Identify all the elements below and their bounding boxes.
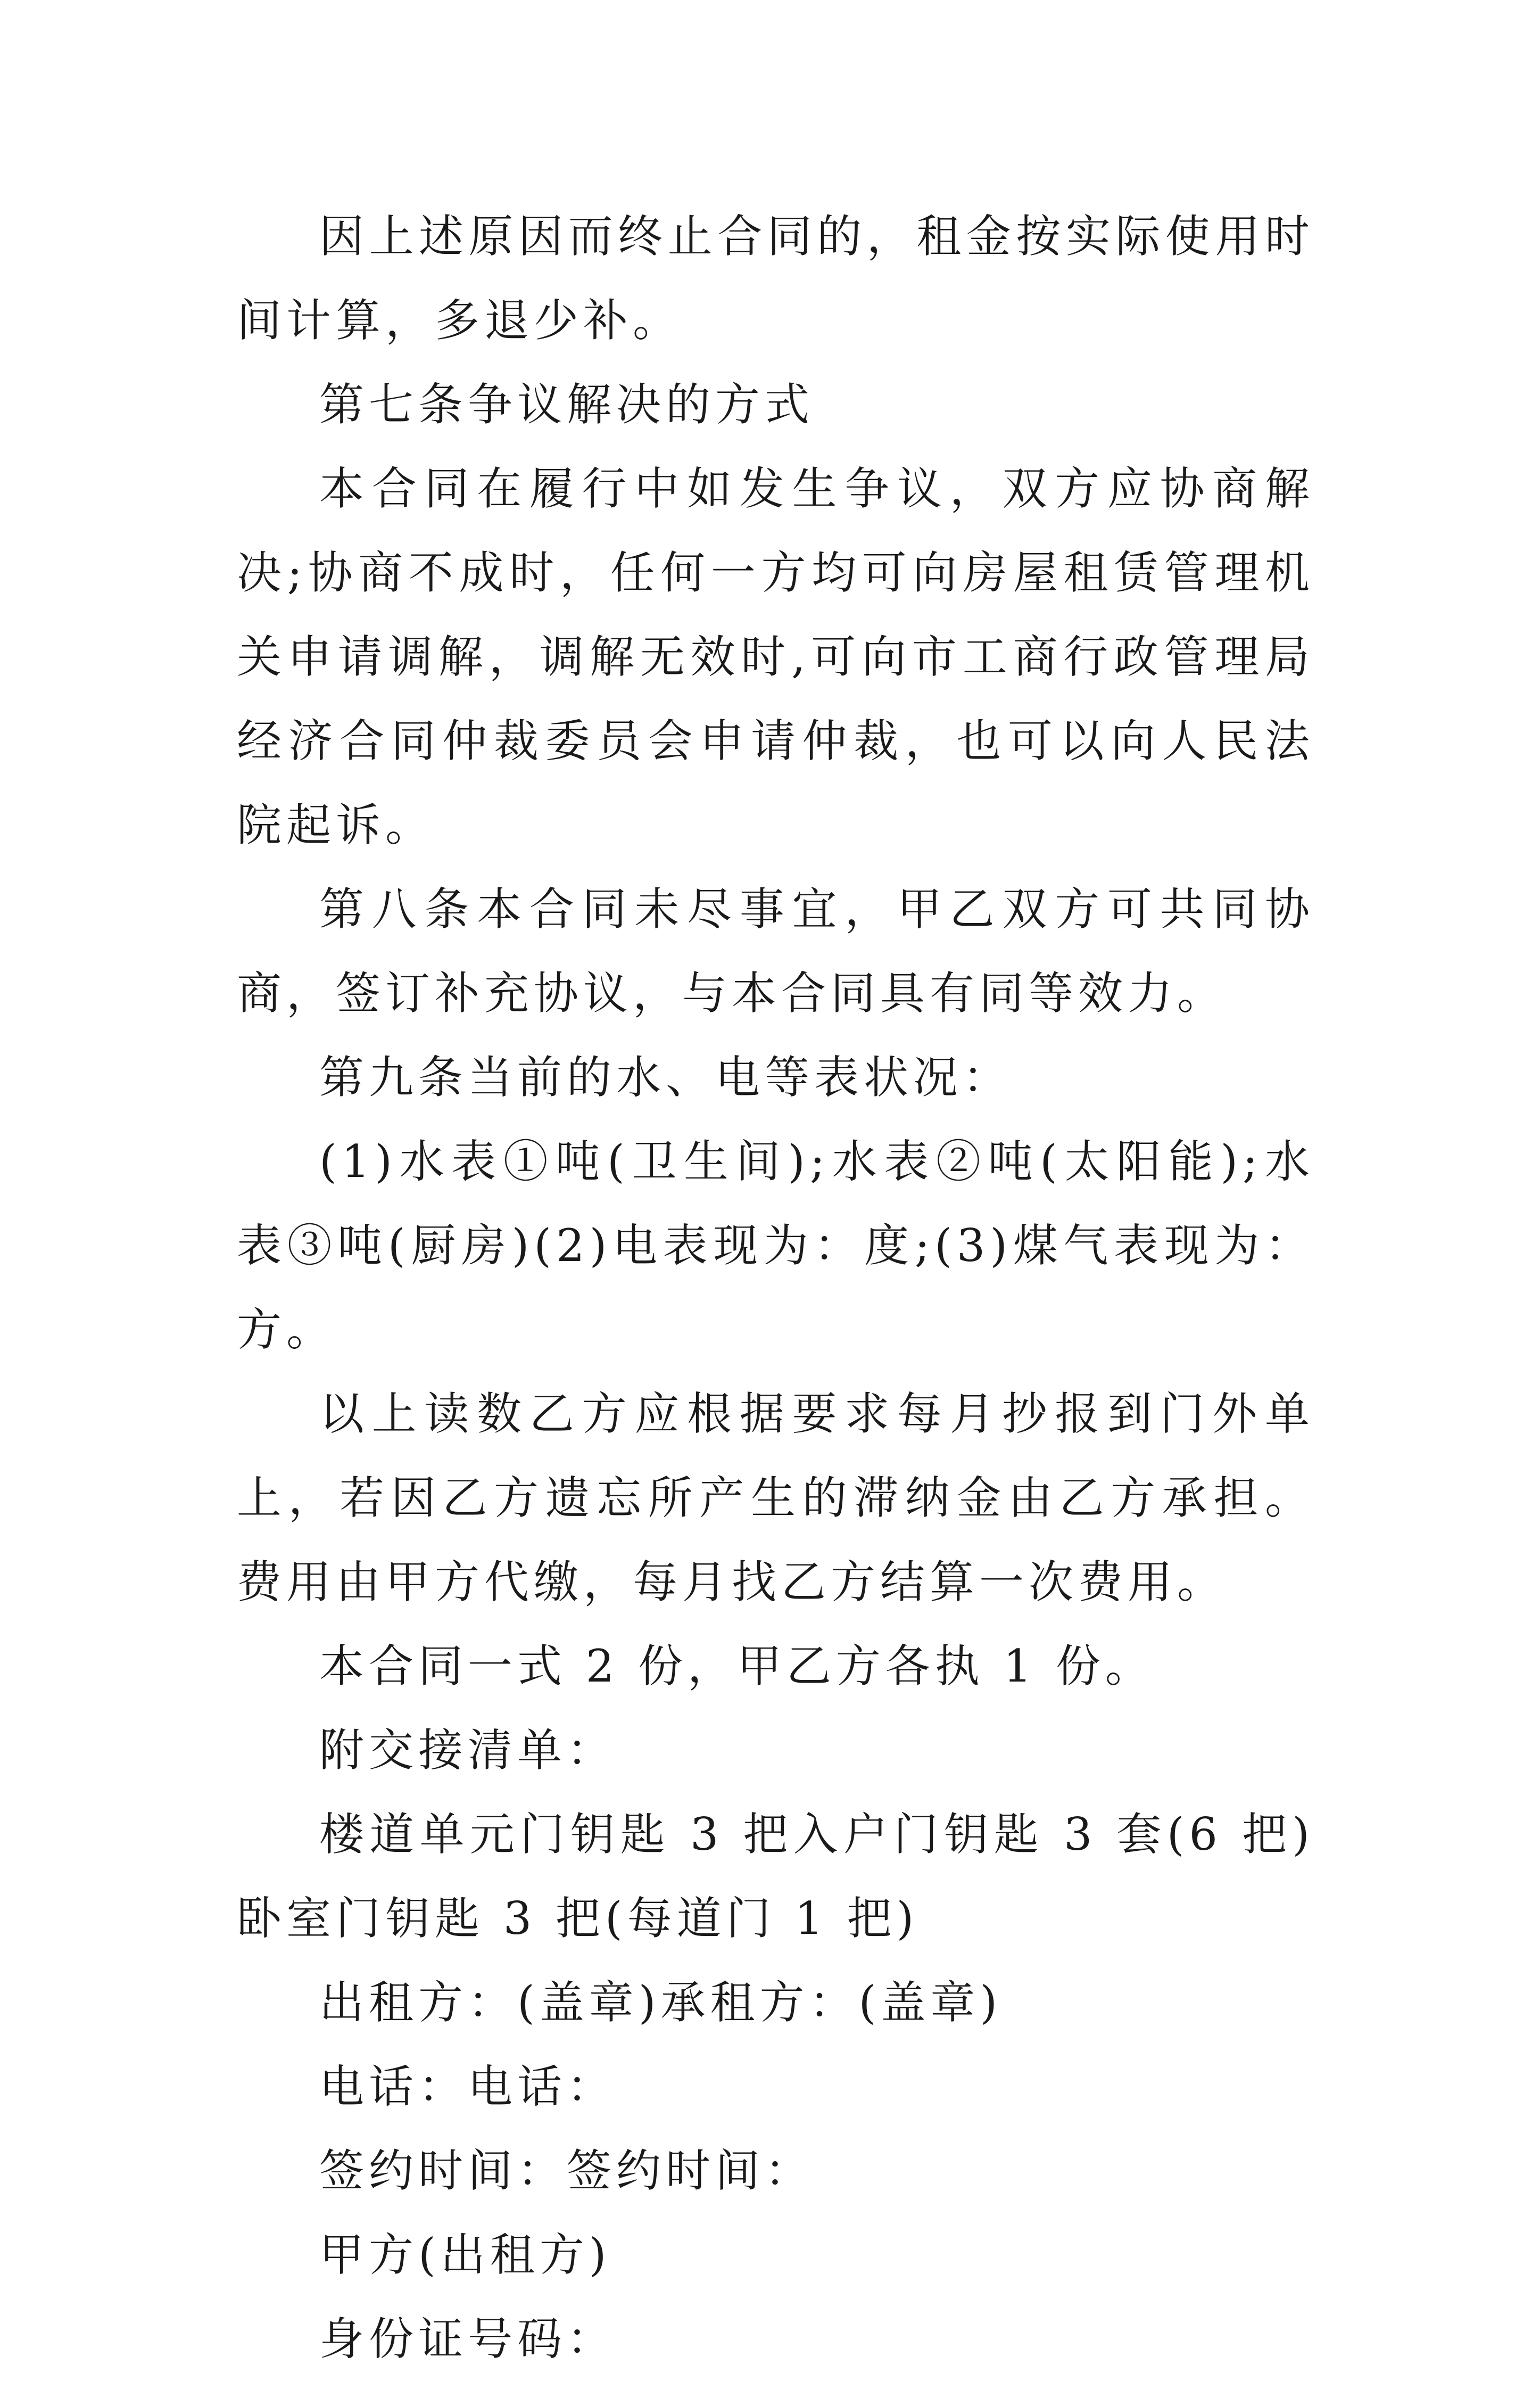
paragraph-party-a: 甲方(出租方) [319,2229,611,2281]
paragraph-copies: 本合同一式 2 份，甲乙方各执 1 份。 [319,1640,1155,1692]
paragraph-keys-list: 楼道单元门钥匙 3 把入户门钥匙 3 套(6 把)卧室门钥匙 3 把(每道门 1 把) [237,1808,1314,1945]
paragraph-phone: 电话：电话： [319,2061,617,2113]
document-body [237,194,1314,2381]
paragraph-meter-readings: (1)水表①吨(卫生间);水表②吨(太阳能);水表③吨(厨房)(2)电表现为：度;(3)煤气表现为：方。 [237,1135,1314,1356]
paragraph-parties-seal: 出租方：(盖章)承租方：(盖章) [319,1976,1003,2029]
paragraph-reading-reporting: 以上读数乙方应根据要求每月抄报到门外单上，若因乙方遗忘所产生的滞纳金由乙方承担。费用由甲方代缴，每月找乙方结算一次费用。 [237,1388,1314,1608]
paragraph-article-7-heading: 第七条争议解决的方式 [319,378,815,431]
paragraph-article-9-heading: 第九条当前的水、电等表状况： [319,1051,1013,1103]
paragraph-handover-list-heading: 附交接清单： [319,1724,617,1776]
paragraph-termination-rent: 因上述原因而终止合同的，租金按实际使用时间计算，多退少补。 [237,210,1314,347]
paragraph-signing-time: 签约时间：签约时间： [319,2145,815,2197]
paragraph-article-8: 第八条本合同未尽事宜，甲乙双方可共同协商，签订补充协议，与本合同具有同等效力。 [237,883,1314,1019]
paragraph-dispute-resolution: 本合同在履行中如发生争议，双方应协商解决;协商不成时，任何一方均可向房屋租赁管理机关申请调解，调解无效时,可向市工商行政管理局经济合同仲裁委员会申请仲裁，也可以向人民法院起诉。 [237,463,1314,851]
paragraph-id-number: 身份证号码： [319,2313,617,2365]
